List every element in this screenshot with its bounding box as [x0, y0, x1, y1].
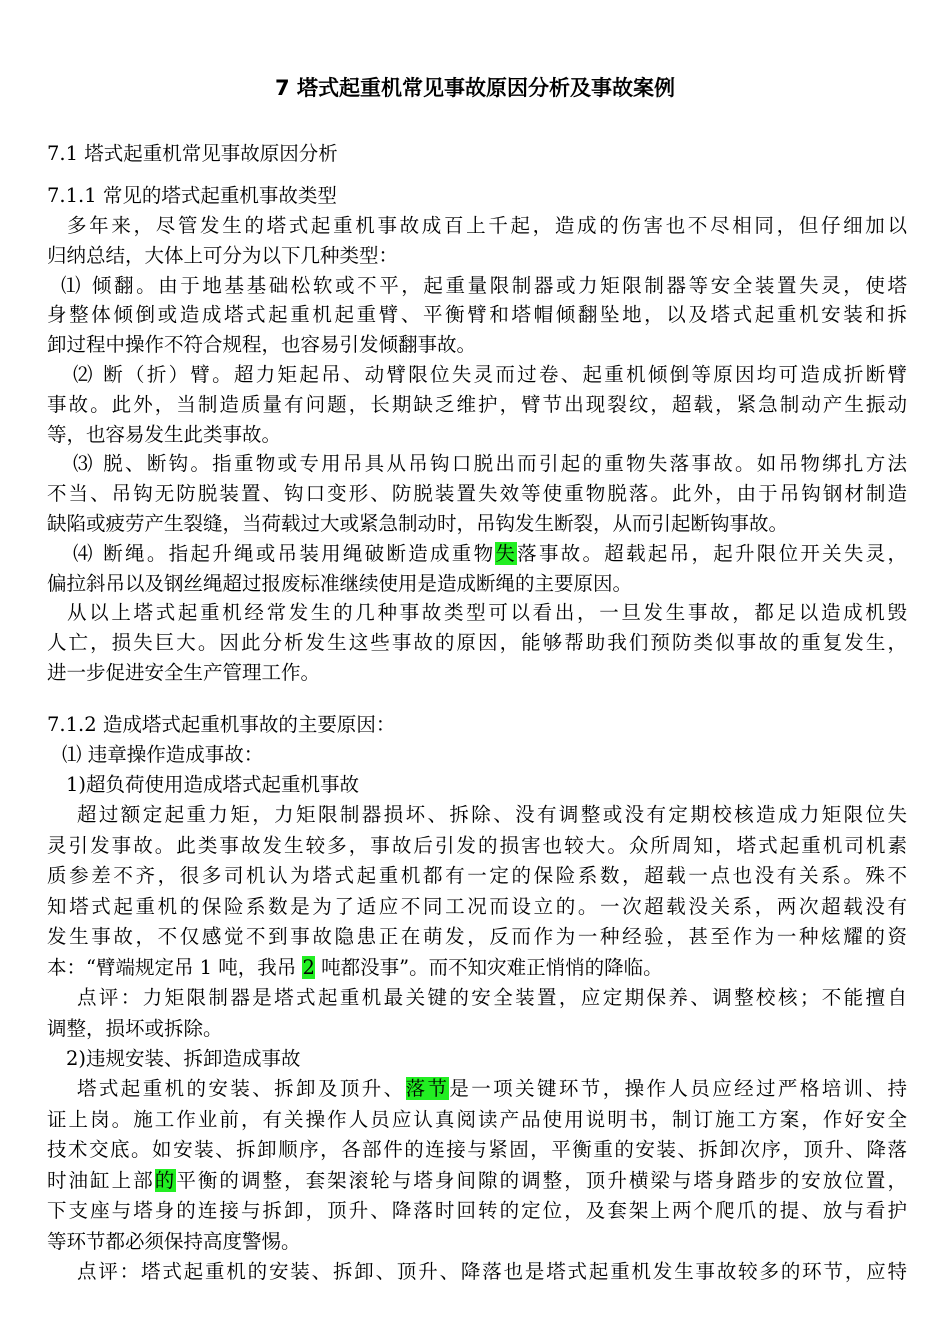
text-line: 灵引发事故。此类事故发生较多，事故后引发的损害也较大。众所周知，塔式起重机司机素	[47, 833, 907, 857]
text-line: 从以上塔式起重机经常发生的几种事故类型可以看出，一旦发生事故，都足以造成机毁	[67, 601, 907, 625]
text-line: 超过额定起重力矩，力矩限制器损坏、拆除、没有调整或没有定期校核造成力矩限位失	[77, 803, 907, 826]
text-segment: 本：“臂端规定吊 1 吨，我吊	[47, 955, 303, 979]
text-line	[77, 1074, 907, 1104]
text-line: 偏拉斜吊以及钢丝绳超过报废标准继续使用是造成断绳的主要原因。	[47, 571, 633, 595]
text-line: 多年来，尽管发生的塔式起重机事故成百上千起，造成的伤害也不尽相同，但仔细加以	[67, 214, 907, 237]
section-heading: 7.1 塔式起重机常见事故原因分析	[47, 142, 338, 165]
text-line: 卸过程中操作不符合规程，也容易引发倾翻事故。	[47, 333, 477, 357]
document-title: 7 塔式起重机常见事故原因分析及事故案例	[275, 76, 675, 100]
text-line: 缺陷或疲劳产生裂缝，当荷载过大或紧急制动时，吊钩发生断裂，从而引起断钩事故。	[47, 512, 789, 535]
text-line: 点评：力矩限制器是塔式起重机最关键的安全装置，应定期保养、调整校核；不能擅自	[77, 986, 907, 1009]
text-line	[47, 953, 907, 983]
text-line: 知塔式起重机的保险系数是为了适应不同工况而设立的。一次超载没关系，两次超载没有	[47, 894, 907, 918]
text-segment: ⑷ 断绳。指起升绳或吊装用绳破断造成重物	[73, 541, 496, 565]
text-segment: 是一项关键环节，操作人员应经过严格培训、持	[449, 1077, 907, 1100]
text-line: 归纳总结，大体上可分为以下几种类型：	[47, 243, 399, 267]
text-segment: 平衡的调整，套架滚轮与塔身间隙的调整，顶升横梁与塔身踏步的安放位置，	[176, 1168, 907, 1192]
highlighted-text: 失	[495, 541, 518, 565]
text-line: 发生事故，不仅感觉不到事故隐患正在萌发，反而作为一种经验，甚至作为一种炫耀的资	[47, 925, 907, 948]
text-line	[73, 539, 907, 569]
highlighted-text: 落节	[405, 1077, 450, 1100]
text-segment: 塔式起重机的安装、拆卸及顶升、	[77, 1077, 406, 1100]
text-line: ⑵ 断（折）臂。超力矩起吊、动臂限位失灵而过卷、起重机倾倒等原因均可造成折断臂	[73, 363, 907, 386]
text-line: 调整，损坏或拆除。	[47, 1016, 223, 1040]
subsection-heading: 7.1.1 常见的塔式起重机事故类型	[47, 184, 337, 207]
list-heading: ⑴ 违章操作造成事故：	[62, 743, 264, 766]
text-segment: 吨都没事”。而不知灾难正悄悄的降临。	[314, 955, 663, 979]
text-line: 人亡，损失巨大。因此分析发生这些事故的原因，能够帮助我们预防类似事故的重复发生，	[47, 631, 907, 655]
text-line: 等环节都必须保持高度警惕。	[47, 1229, 301, 1253]
text-segment: 落事故。超载起吊，起升限位开关失灵，	[517, 541, 907, 565]
subsection-heading: 7.1.2 造成塔式起重机事故的主要原因：	[47, 713, 396, 736]
text-line: 质参差不齐，很多司机认为塔式起重机都有一定的保险系数，超载一点也没有关系。殊不	[47, 864, 907, 887]
list-subheading: 2)违规安装、拆卸造成事故	[66, 1047, 301, 1070]
list-subheading: 1)超负荷使用造成塔式起重机事故	[66, 773, 360, 796]
text-line: 下支座与塔身的连接与拆卸，顶升、降落时回转的定位，及套架上两个爬爪的提、放与看护	[47, 1199, 907, 1222]
text-line: 技术交底。如安装、拆卸顺序，各部件的连接与紧固，平衡重的安装、拆卸次序，顶升、降落	[47, 1138, 907, 1161]
text-line: 进一步促进安全生产管理工作。	[47, 661, 321, 684]
text-line: 等，也容易发生此类事故。	[47, 422, 282, 446]
text-line: 不当、吊钩无防脱装置、钩口变形、防脱装置失效等使重物脱落。此外，由于吊钩钢材制造	[47, 482, 907, 506]
text-line: 点评：塔式起重机的安装、拆卸、顶升、降落也是塔式起重机发生事故较多的环节，应特	[77, 1260, 907, 1283]
text-line: 事故。此外，当制造质量有问题，长期缺乏维护，臂节出现裂纹，超载，紧急制动产生振动	[47, 392, 907, 416]
text-line: 证上岗。施工作业前，有关操作人员应认真阅读产品使用说明书，制订施工方案，作好安全	[47, 1107, 907, 1131]
text-line: 身整体倾倒或造成塔式起重机起重臂、平衡臂和塔帽倾翻坠地，以及塔式起重机安装和拆	[47, 303, 907, 327]
text-segment: 时油缸上部	[47, 1168, 155, 1192]
text-line	[47, 1166, 907, 1196]
text-line: ⑶ 脱、断钩。指重物或专用吊具从吊钩口脱出而引起的重物失落事故。如吊物绑扎方法	[73, 452, 907, 476]
text-line: ⑴ 倾翻。由于地基基础松软或不平，起重量限制器或力矩限制器等安全装置失灵，使塔	[61, 273, 907, 297]
highlighted-text: 的	[154, 1168, 177, 1192]
highlighted-text: 2	[302, 955, 315, 979]
